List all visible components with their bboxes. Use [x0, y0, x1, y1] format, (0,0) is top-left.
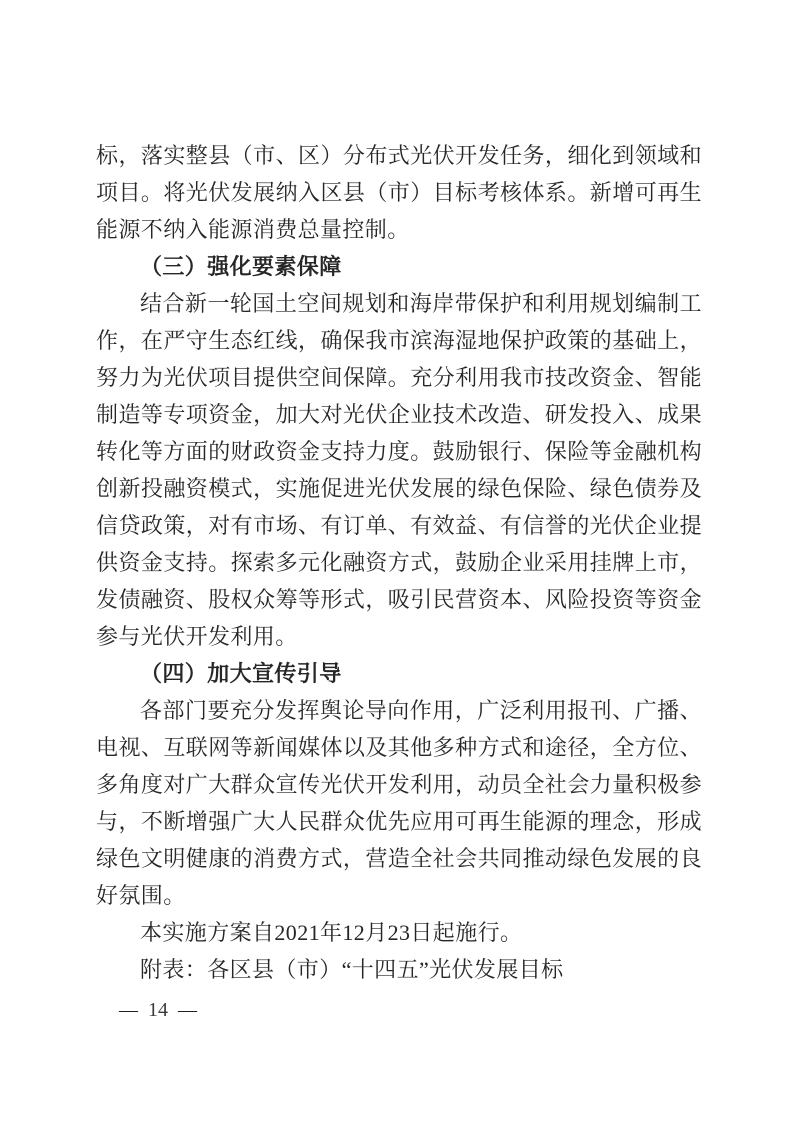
section-heading-three: （三）强化要素保障: [140, 254, 342, 279]
continuation-paragraph: 标，落实整县（市、区）分布式光伏开发任务，细化到领域和项目。将光伏发展纳入区县（市）目标考核体系。新增可再生能源不纳入能源消费总量控制。: [96, 143, 702, 242]
section-paragraph-four: 各部门要充分发挥舆论导向作用，广泛利用报刊、广播、电视、互联网等新闻媒体以及其他多种方式和途径，全方位、多角度对广大群众宣传光伏开发利用，动员全社会力量积极参与，不断增强广大人民群众优先应用可再生能源的理念，形成绿色文明健康的消费方式，营造全社会共同推动绿色发展的良好氛围。: [96, 698, 702, 908]
attachment-note: 附表：各区县（市）“十四五”光伏发展目标: [140, 957, 564, 982]
effective-date-line: 本实施方案自2021年12月23日起施行。: [140, 920, 523, 945]
footer-dash-left: —: [119, 1000, 138, 1021]
section-paragraph-three: 结合新一轮国土空间规划和海岸带保护和利用规划编制工作，在严守生态红线，确保我市滨海湿地保护政策的基础上，努力为光伏项目提供空间保障。充分利用我市技改资金、智能制造等专项资金，加大对光伏企业技术改造、研发投入、成果转化等方面的财政资金支持力度。鼓励银行、保险等金融机构创新投融资模式，实施促进光伏发展的绿色保险、绿色债券及信贷政策，对有市场、有订单、有效益、有信誉的光伏企业提供资金支持。探索多元化融资方式，鼓励企业采用挂牌上市，发债融资、股权众筹等形式，吸引民营资本、风险投资等资金参与光伏开发利用。: [96, 291, 702, 649]
document-body: [96, 137, 702, 988]
section-heading-four: （四）加大宣传引导: [140, 661, 342, 686]
page-footer: [119, 997, 197, 1024]
page-number: 14: [148, 999, 168, 1021]
footer-dash-right: —: [178, 1000, 197, 1021]
